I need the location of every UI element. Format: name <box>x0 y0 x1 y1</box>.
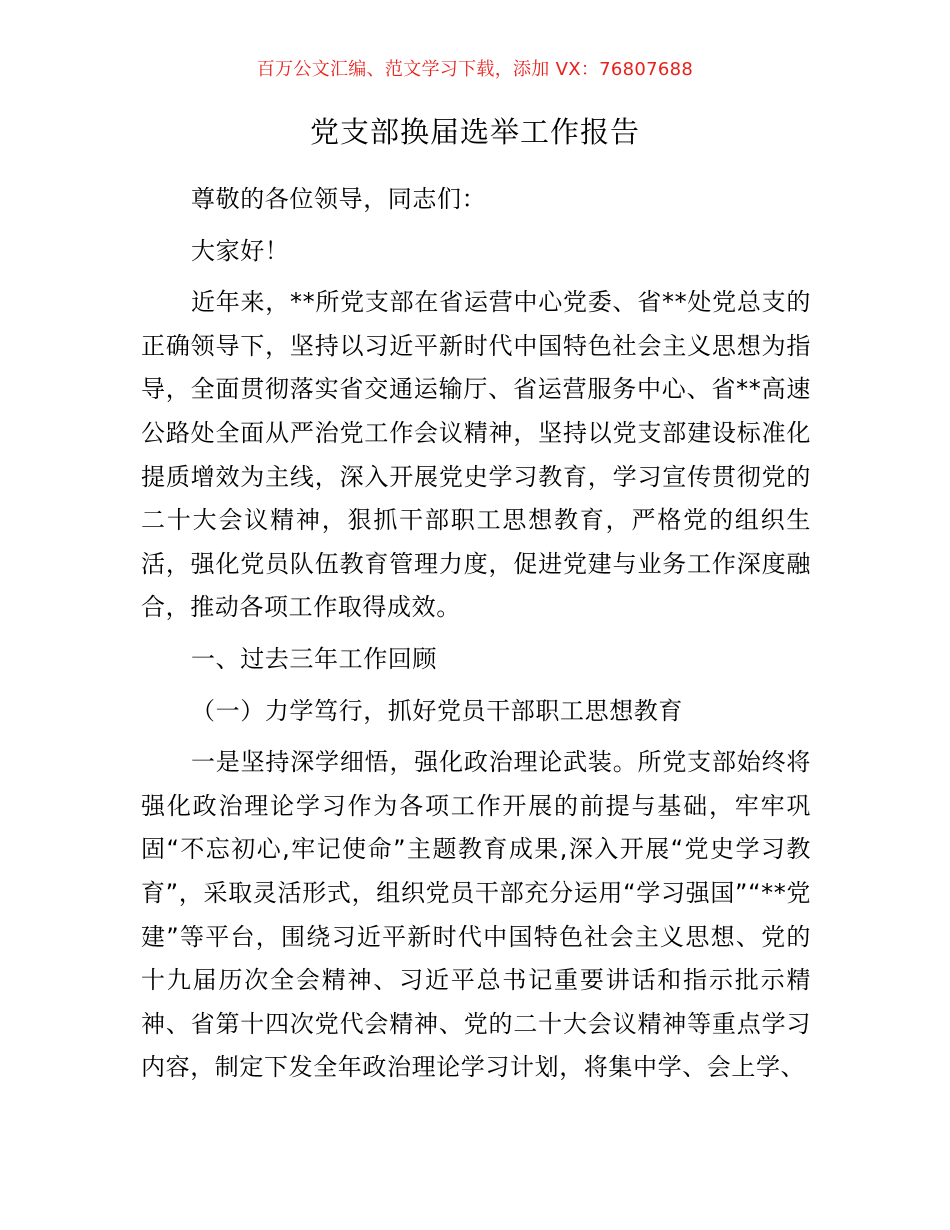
section-heading: 一、过去三年工作回顾 <box>191 644 437 673</box>
salutation: 尊敬的各位领导，同志们： <box>191 185 487 213</box>
greeting: 大家好！ <box>191 236 290 265</box>
intro-paragraph: 近年来，**所党支部在省运营中心党委、省**处党总支的正确领导下，坚持以习近平新时代中国特色社会主义思想为指导，全面贯彻落实省交通运输厅、省运营服务中心、省**高速公路处全面从严治党工作会议精神，坚持以党支部建设标准化提质增效为主线，深入开展党史学习教育，学习宣传贯彻党的二十大会议精神，狠抓干部职工思想教育，严格党的组织生活，强化党员队伍教育管理力度，促进党建与业务工作深度融合，推动各项工作取得成效。 <box>141 288 811 622</box>
subsection-heading: （一）力学笃行，抓好党员干部职工思想教育 <box>191 696 683 725</box>
body-paragraph: 一是坚持深学细悟，强化政治理论武装。所党支部始终将强化政治理论学习作为各项工作开展的前提与基础，牢牢巩固“不忘初心,牢记使命”主题教育成果,深入开展“党史学习教育”，采取灵活形式，组织党员干部充分运用“学习强国”“**党建”等平台，围绕习近平新时代中国特色社会主义思想、党的十九届历次全会精神、习近平总书记重要讲话和指示批示精神、省第十四次党代会精神、党的二十大会议精神等重点学习内容，制定下发全年政治理论学习计划，将集中学、会上学、 <box>141 748 811 1082</box>
document-body <box>141 170 811 1090</box>
header-note: 百万公文汇编、范文学习下载，添加 VX：76807688 <box>256 59 694 80</box>
document-title: 党支部换届选举工作报告 <box>309 115 640 149</box>
